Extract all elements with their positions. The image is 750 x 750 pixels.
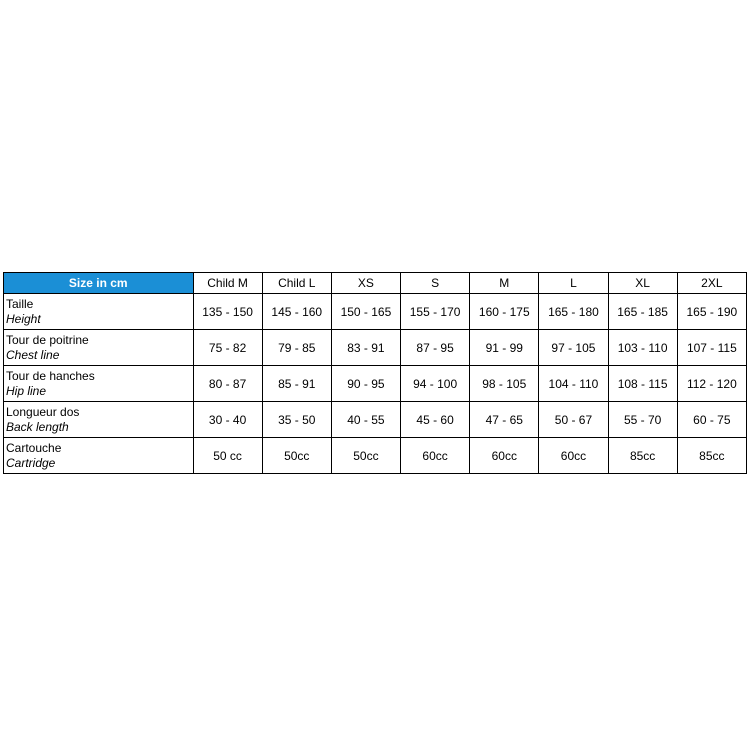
table-cell: 85cc [608,438,677,474]
table-cell: 79 - 85 [262,330,331,366]
row-label-height [4,294,194,330]
table-cell: 60cc [539,438,608,474]
table-row-cartridge [4,438,747,474]
table-row-height [4,294,747,330]
table-cell: 30 - 40 [193,402,262,438]
table-cell: 85 - 91 [262,366,331,402]
table-cell: 85cc [677,438,746,474]
table-cell: 60 - 75 [677,402,746,438]
table-cell: 165 - 185 [608,294,677,330]
row-label-back-length [4,402,194,438]
table-cell: 97 - 105 [539,330,608,366]
table-cell: 108 - 115 [608,366,677,402]
table-cell: 50cc [331,438,400,474]
column-header-xs: XS [331,273,400,294]
row-label-hip-line [4,366,194,402]
table-cell: 145 - 160 [262,294,331,330]
table-cell: 155 - 170 [401,294,470,330]
table-cell: 94 - 100 [401,366,470,402]
table-cell: 40 - 55 [331,402,400,438]
table-cell: 104 - 110 [539,366,608,402]
column-header-child-m: Child M [193,273,262,294]
table-cell: 60cc [470,438,539,474]
table-cell: 112 - 120 [677,366,746,402]
table-cell: 87 - 95 [401,330,470,366]
table-cell: 60cc [401,438,470,474]
column-header-2xl: 2XL [677,273,746,294]
row-label-english: Chest line [6,347,60,362]
table-cell: 165 - 190 [677,294,746,330]
table-cell: 91 - 99 [470,330,539,366]
column-header-m: M [470,273,539,294]
row-label-french: Tour de hanches [6,368,95,383]
table-cell: 90 - 95 [331,366,400,402]
table-cell: 150 - 165 [331,294,400,330]
row-label-english: Height [6,311,41,326]
row-label-english: Hip line [6,383,47,398]
table-cell: 160 - 175 [470,294,539,330]
table-cell: 107 - 115 [677,330,746,366]
column-header-child-l: Child L [262,273,331,294]
table-cell: 135 - 150 [193,294,262,330]
table-row-chest-line [4,330,747,366]
size-unit-header: Size in cm [4,273,194,294]
table-row-hip-line [4,366,747,402]
table-cell: 55 - 70 [608,402,677,438]
table-cell: 47 - 65 [470,402,539,438]
table-cell: 75 - 82 [193,330,262,366]
size-chart-table [3,272,747,474]
header-row [4,273,747,294]
table-cell: 50 - 67 [539,402,608,438]
table-row-back-length [4,402,747,438]
column-header-l: L [539,273,608,294]
table-cell: 35 - 50 [262,402,331,438]
column-header-s: S [401,273,470,294]
row-label-english: Back length [6,419,69,434]
table-cell: 98 - 105 [470,366,539,402]
row-label-french: Cartouche [6,440,62,455]
table-cell: 83 - 91 [331,330,400,366]
table-cell: 50cc [262,438,331,474]
row-label-cartridge [4,438,194,474]
column-header-xl: XL [608,273,677,294]
table-cell: 103 - 110 [608,330,677,366]
table-cell: 45 - 60 [401,402,470,438]
table-cell: 165 - 180 [539,294,608,330]
row-label-english: Cartridge [6,455,56,470]
table-cell: 80 - 87 [193,366,262,402]
table-cell: 50 cc [193,438,262,474]
row-label-chest-line [4,330,194,366]
row-label-french: Taille [6,296,34,311]
row-label-french: Tour de poitrine [6,332,89,347]
row-label-french: Longueur dos [6,404,80,419]
